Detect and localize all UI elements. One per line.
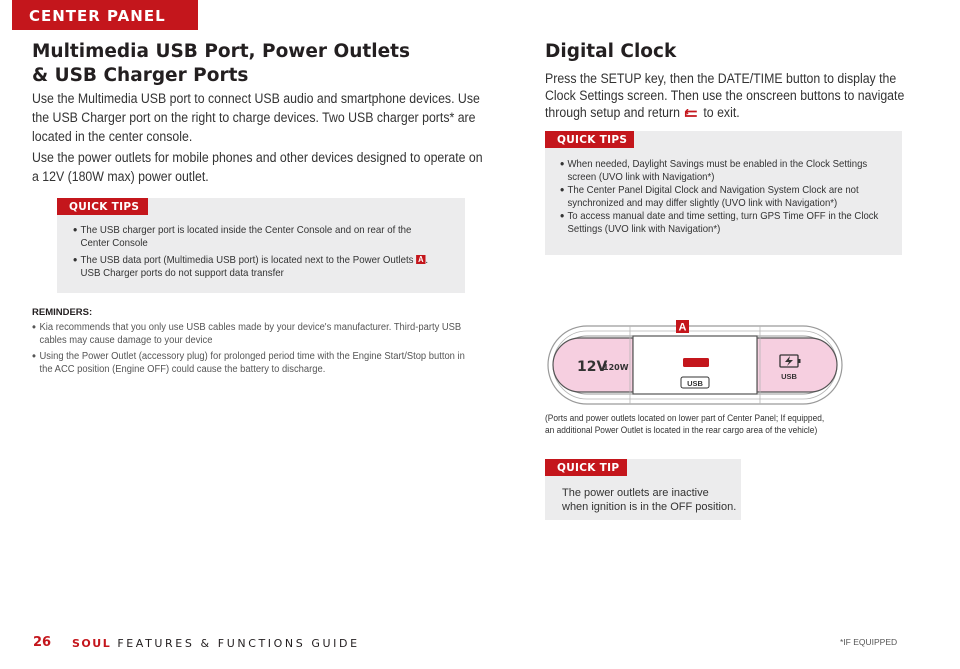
outlet-label: 12V: [577, 359, 608, 375]
guide-title: [72, 637, 360, 650]
page-title: [32, 40, 410, 88]
list-item: • Kia recommends that you only use USB cables made by your device's manufacturer. Third-party USB cables may cause damage to your device: [32, 322, 474, 347]
quick-tips-list-right: [560, 159, 884, 238]
list-item: [73, 254, 440, 280]
list-item: • Using the Power Outlet (accessory plug) for prolonged period time with the Engine Start/Stop button in the ACC position (Engine OFF) could cause the battery to discharge.: [32, 351, 474, 376]
quick-tip-text: The power outlets are inactive when ignition is in the OFF position.: [562, 487, 737, 513]
title-line-1: Multimedia USB Port, Power Outlets: [32, 41, 410, 62]
digital-clock-title: Digital Clock: [545, 41, 677, 62]
callout-badge: A: [418, 255, 424, 264]
quick-tips-list-left: [73, 224, 440, 284]
list-item: • The Center Panel Digital Clock and Navigation System Clock are not synchronized and may differ slightly (UVO link with Navigation*): [560, 185, 884, 210]
if-equipped-note: *IF EQUIPPED: [840, 637, 898, 647]
quick-tips-label-left: QUICK TIPS: [57, 198, 148, 215]
reminders-list: [32, 322, 474, 380]
reminders-heading: REMINDERS:: [32, 307, 93, 318]
usb-port-label: USB: [687, 379, 703, 388]
list-item: • To access manual date and time setting, turn GPS Time OFF in the Clock Settings (UVO link with Navigation*): [560, 211, 884, 236]
clock-text-end: to exit.: [703, 105, 740, 120]
quick-tip-label: QUICK TIP: [545, 459, 627, 476]
digital-clock-paragraph: [545, 70, 908, 121]
clock-text: Press the SETUP key, then the DATE/TIME button to display the Clock Settings screen. Then use the onscreen buttons to navigate through setup and return: [545, 71, 905, 120]
section-tab: CENTER PANEL: [12, 0, 198, 30]
usb-intro-paragraph: Use the Multimedia USB port to connect USB audio and smartphone devices. Use the USB Charger port on the right to charge devices. Two USB charger ports* are located in the center console.: [32, 91, 480, 144]
tip-text: The USB data port (Multimedia USB port) is located next to the Power Outlets: [80, 255, 414, 266]
guide-name: FEATURES & FUNCTIONS GUIDE: [117, 637, 360, 650]
outlet-wattage: 120W: [603, 363, 629, 372]
quick-tips-label-right: QUICK TIPS: [545, 131, 634, 148]
title-line-2: & USB Charger Ports: [32, 65, 249, 86]
return-icon: [684, 109, 699, 118]
power-outlet-paragraph: Use the power outlets for mobile phones and other devices designed to operate on a 12V (180W max) power outlet.: [32, 150, 483, 184]
usb-charger-label: USB: [781, 372, 797, 381]
callout-a: A: [678, 321, 687, 334]
ports-illustration: [540, 320, 850, 410]
brand-name: SOUL: [72, 637, 112, 650]
list-item: • The USB charger port is located inside the Center Console and on rear of the Center Console: [73, 224, 440, 250]
list-item: • When needed, Daylight Savings must be enabled in the Clock Settings screen (UVO link with Navigation*): [560, 159, 884, 184]
page-number: 26: [33, 635, 52, 650]
tip-text-suffix: . USB Charger ports do not support data transfer: [80, 255, 429, 279]
illustration-caption: (Ports and power outlets located on lower part of Center Panel; If equipped, an additional Power Outlet is located in the rear cargo area of the vehicle): [545, 413, 825, 435]
